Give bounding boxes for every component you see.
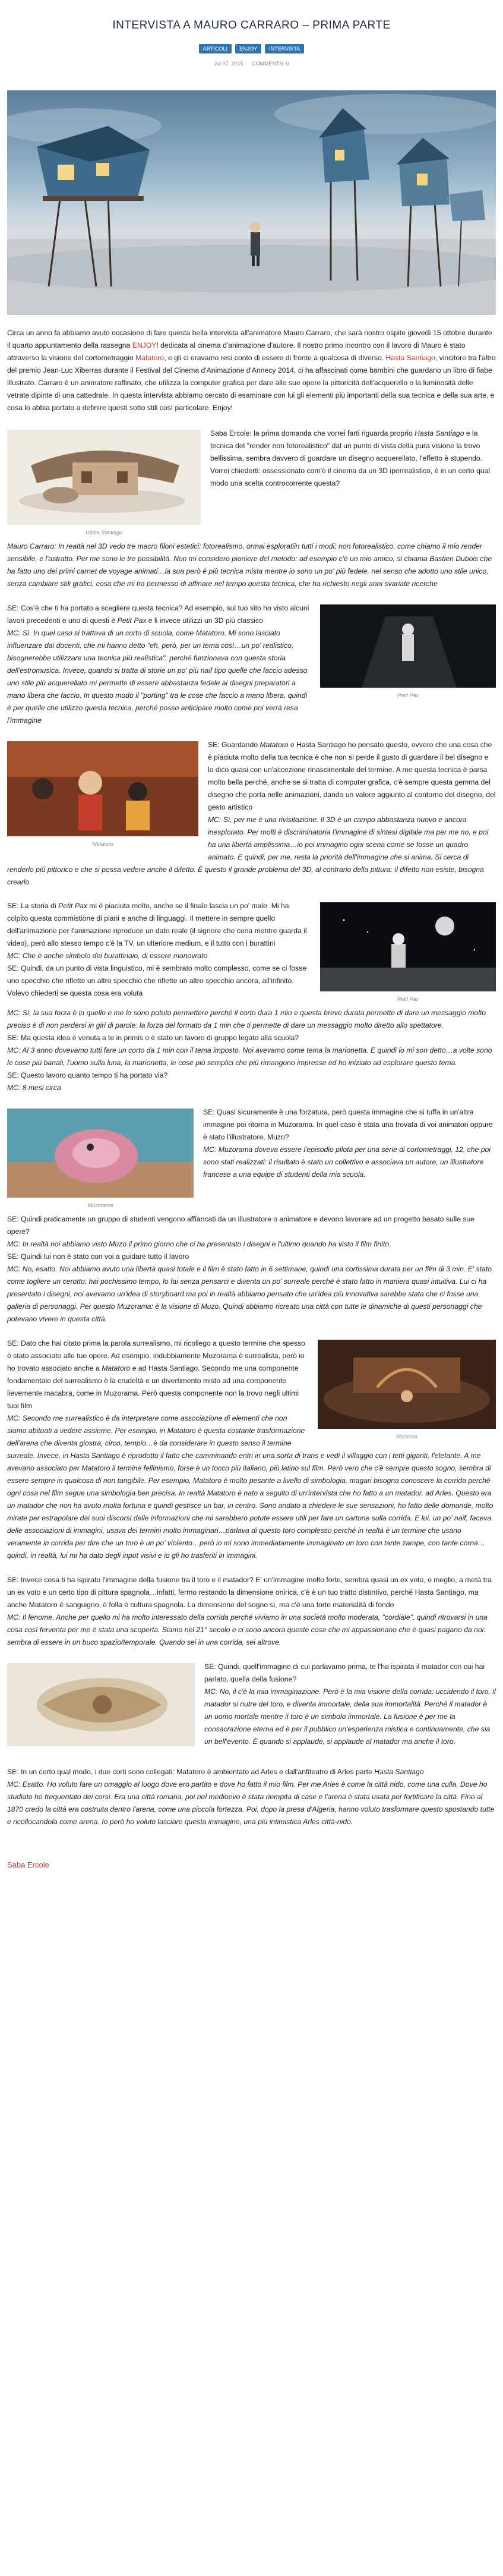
post-date: Jul 07, 2015 bbox=[214, 61, 243, 67]
tag-intervista[interactable]: INTERVISTA bbox=[265, 44, 304, 53]
answer: MC: Sì, per me è una rivisitazione. Il 3D è un campo abbastanza nuovo e ancora inesplorato. Per molti è discriminatoria l'immagine di sintesi digitale ma per me no, e poi ha una libertà amplissima…io poi immagino ogni scena come se fosse un quadro animato. E quindi, per me, resta la priorità dell'immagine che si anima. Si cerca di renderlo più pittorico e che si possa vedere anche il difetto. È questo il grande problema del 3D, al contrario della pittura: il difetto non esiste, bisogna crearlo. bbox=[7, 815, 489, 886]
figure-hasta-santiago bbox=[7, 430, 201, 536]
question: SE: Quindi lui non è stato con voi a guidare tutto il lavoro bbox=[7, 1252, 189, 1261]
author-link[interactable]: Saba Ercole bbox=[7, 1860, 49, 1869]
hasta-santiago-image bbox=[7, 430, 201, 525]
comments-count[interactable]: COMMENTS: 0 bbox=[252, 61, 289, 67]
answer: MC: Secondo me surrealistico è da interpretare come associazione di elementi che non siamo abituati a vedere assieme. Per esempio, in Matatoro è questa costante trasformazione dell'arena che diventa giostra, circo, tempio…è da considerare in questo senso il termine surreale. Invece, in Hasta Santiago è riprodotto il fatto che camminando entri in una sorta di trans e vedi il villaggio con i tetti giganti, l'elefante. A me avevano associato per Matatoro il termine fellinismo, forse è un tocco più italiano, più latino sul film. Però vero che c'è sempre questo sogno, sembra di essere sempre in qualcosa di non tangibile. Per esempio, Matatoro è molto pesante a livello di simbologia, magari bisogna conoscere la corrida perché ogni cosa nel film segue una simbologia ben precisa. In realtà Matatoro è nato a seguito di un'intervista che ho fatto a un matador, ad Arles. Questo era un matador che non ha avuto molta fortuna e quindi gestisce un bar, in centro. Sono andato a chiedere le sue sensazioni, ho fatto delle domande, molto mirate per estrapolare dai suoi discorsi delle informazioni che mi sarebbero potute essere utili per fare un cartone sulla corrida. E lui, un po' naif, faceva delle associazioni di immagini, usava dei termini molto immaginari…parlava di questo toro complesso perché in realtà è un termine che usano veramente in corrida per dire che un toro è un po' violento…però io mi sono immediatamente immaginato un toro con tante zampe, con tante corna…quindi, in realtà, lui mi ha dato degli input visivi e io gli ho trasferiti in immagini. bbox=[7, 1414, 493, 1560]
answer: MC: Sì, la sua forza è in quello e me lo sono potuto permettere perché il corto dura 1 min e questa breve durata permette di dare un messaggio molto preciso è di non perdersi in giri di parole: la forza del formato da 1 min che ti permette di dare un messaggio molto diretto allo spettatore. bbox=[7, 1009, 486, 1030]
question-text-2: e Hasta Santiago ho pensato questo, ovvero che una cosa che è piaciuta molto della tua tecnica è che non si perde il gusto di guardare il bel disegno e lo dico quasi con un'accezione rinascimentale del termine. A me questa tecnica è parsa molto bella perché, anche se si tratta di computer grafica, c'è sempre questa gemma del disegno che porta nelle animazioni, dando un valore aggiunto al contorno del disegno, del gesto artistico bbox=[208, 740, 496, 811]
question-text: SE: Cos'è che ti ha portato a scegliere questa tecnica? Ad esempio, sul tuo sito ho visto alcuni lavori precedenti e uno di questi è bbox=[7, 603, 309, 625]
intro-text-3: , e gli ci eravamo resi conto di essere di fronte a qualcosa di diverso. bbox=[164, 353, 386, 362]
answer: MC: 8 mesi circa bbox=[7, 1084, 61, 1092]
question-title-ref: Hasta Santiago bbox=[415, 429, 464, 437]
figure-matatoro-2 bbox=[318, 1340, 496, 1440]
figure-caption: Matatoro bbox=[92, 840, 113, 847]
question: SE: Questo lavoro quanto tempo ti ha portato via? bbox=[7, 1071, 168, 1080]
enjoy-link[interactable]: ENJOY bbox=[132, 341, 157, 349]
section-8 bbox=[7, 1661, 496, 1754]
question-title-ref: Hasta Santiago bbox=[374, 1767, 424, 1776]
question-text: SE: Dato che hai citato prima la parola surrealismo, mi ricollego a questo termine che spesso è stato associato alle tue opere. Ad esempio, indubbiamente Muzorama è surrealista, però io ho trovato associato anche a bbox=[7, 1339, 305, 1373]
question-title-ref: Matatoro bbox=[260, 740, 289, 749]
section-7 bbox=[7, 1574, 496, 1649]
question: SE: Quasi sicuramente è una forzatura, però questa immagine che si tuffa in un'altra immagine poi ritorna in Muzorama. In quel caso è stata una trovata di voi animatori oppure è stato l'illustratore, Muzo? bbox=[203, 1108, 493, 1142]
answer: MC: Il fenome. Anche per quello mi ha molto interessato della corrida perché viviamo in una società molto moderata, "cordiale", quindi ritrovarsi in una cosa così ferventa per me è stata una scoperta. Siamo nel 21° secolo e ci sono ancora queste cose che mi appassionano che è quasi pagano da noi: sembra di essere in un buco spazio/temporale. Quando sei in una corrida, sei altrove. bbox=[7, 1613, 488, 1646]
question-title-ref: Petit Pax bbox=[58, 902, 87, 911]
question-text-2: e ad Hasta Santiago. Secondo me una componente fondamentale del surrealismo è la crudeltà e un divertimento misto ad una componente lievemente macabra, come in Muzorama. Però questa componente non la trovo negli ultimi tuoi film bbox=[7, 1364, 299, 1410]
matatoro-link[interactable]: Matatoro bbox=[135, 353, 164, 362]
tag-articoli[interactable]: ARTICOLI bbox=[199, 44, 232, 53]
question-text-2: e li invece utilizzi un 3D più classico bbox=[146, 616, 263, 625]
figure-caption: Petit Pax bbox=[397, 996, 419, 1003]
answer: MC: Sì. In quel caso si trattava di un corto di scuola, come Matatoro. Mi sono lasciato influenzare dai docenti, che mi hanno detto "eh, però, per un tema così…un po' realistico, bisognerebbe utilizzare una tecnica più realistica", perché funzionava con questa storia dell'estromusica. Invece, quando si tratta di storie un po' più naif tipo quelle che faccio adesso, uno stile più acquerellato mi permette di essere abbastanza fedele ai disegni preparatori a mano libera che faccio. In questo modo il "porting" tra le cose che faccio a mano libera, quindi è per quelle che utilizzo questa tecnica, perché posso anticipare molto come poi verrà resa l'immagine bbox=[7, 628, 309, 725]
matatoro-image bbox=[7, 741, 198, 836]
question-title-ref: Matatoro bbox=[102, 1364, 131, 1373]
intro-text-4: , vincitore tra l'altro del premio Jean-Luc Xiberras durante il Festival del Cinema d'Animazione d'Annecy 2014, ci ha affascinati come bambini che guardano un libro di fiabe illustrato. Carraro è un animatore raffinato, che utilizza la computer grafica per dare alle sue opere la pittoricità dell'acquerello o la luminosità delle vetrate dipinte di una cattedrale. In questa intervista abbiamo cercato di esaminare con lui gli elementi più importanti della sua tecnica e della sua arte, e cosa lo abbia portato a definire questi sotto stili così particolare. Enjoy! bbox=[7, 353, 496, 412]
question: SE: Quindi, quell'immagine di cui parlavamo prima, te l'ha ispirata il matador con cui hai parlato, quella della fusione? bbox=[204, 1662, 485, 1683]
hasta-santiago-link[interactable]: Hasta Santiago bbox=[385, 353, 435, 362]
hero-illustration bbox=[7, 90, 496, 315]
fusion-image bbox=[7, 1663, 195, 1746]
section-3 bbox=[7, 739, 496, 889]
intro-text-1: Circa un anno fa abbiamo avuto occasione di fare questa bella intervista all'animatore Mauro Carraro, che sarà nostro ospite giovedì 15 ottobre durante il quarto appuntamento della rassegna bbox=[7, 329, 492, 349]
answer: MC: Al 3 anno dovevamo tutti fare un corto da 1 min con il tema imposto. Noi avevamo come tema la marionetta. E quindi io mi son detto…a volte sono le cose più banali, l'uomo sulla luna, la marionetta, le cose più semplici che più rimangono impresse ed ho iniziato ad esplorare questo tema. bbox=[7, 1046, 492, 1067]
figure-matatoro bbox=[7, 741, 198, 847]
section-2 bbox=[7, 602, 496, 727]
intro-paragraph bbox=[7, 327, 496, 414]
intro-text-2: ! dedicata al cinema d'animazione d'autore. Il nostro primo incontro con il lavoro di Mauro è stato attraverso la visione del cortometraggio bbox=[7, 341, 466, 362]
figure-petit-pax-2 bbox=[320, 902, 496, 1002]
answer: MC: Che è anche simbolo dei burattinaio, di essere manovrato bbox=[7, 952, 208, 961]
figure-caption: Hasta Santiago bbox=[86, 529, 122, 536]
answer: MC: No, il c'è la mia immaginazione. Però è la mia visione della corrida: uccidendo il toro, il matador si nutre del toro, e diventa immortale, della sua immortalità. Perché il matador è un uomo mortale mentre il toro è un simbolo immortale. La fusione è per me la consacrazione eterna ed è per il pubblico un'esperienza mistica e continuamente, che sia un bell'evento. È quando si applaude, si applaude al matador ma anche il toro. bbox=[204, 1687, 496, 1746]
section-1 bbox=[7, 427, 496, 590]
petit-pax-image bbox=[320, 604, 496, 688]
figure-caption: Matatoro bbox=[396, 1434, 417, 1440]
question: SE: Quindi praticamente un gruppo di studenti vengono affiancati da un illustratore o animatore e devono lavorare ad un progetto basato sulle sue opere? bbox=[7, 1215, 475, 1236]
question-text: SE: Guardando bbox=[208, 740, 260, 749]
section-6 bbox=[7, 1337, 496, 1562]
question bbox=[7, 1766, 496, 1778]
page-title: INTERVISTA A MAURO CARRARO – PRIMA PARTE bbox=[112, 19, 391, 32]
section-4 bbox=[7, 900, 496, 1094]
muzorama-image bbox=[7, 1109, 194, 1198]
question-title-ref: Petit Pax bbox=[117, 616, 147, 625]
answer: MC: No, esatto. Noi abbiamo avuto una libertà quasi totale e il film è stato fatto in 6 settimane, quindi una cortissima durata per un film di 3 min. E' stato come togliere un cerotto: hai pochissimo tempo, lo fai senza pensarci e diventa un po' surreale perché è stato fatto in maniera quasi intuitiva. Lui ci ha presentato i disegni, noi avevamo un'idea di storyboard ma poi in realtà abbiamo pensato che un'idea più innovativa sarebbe stata che ci fosse una galleria di personaggi. Per questo Muzorama: è la visione di Muzo. Quindi abbiamo ricreato una città con tutte le dinamiche di questi personaggi che potevano vivere in questa città. bbox=[7, 1265, 492, 1324]
answer: MC: Muzorama doveva essere l'episodio pilota per una serie di cortometraggi, 12, che poi sono stati realizzati: il risultato è stato un collettivo e associava un autore, un illustratore francese a una equipe di studenti della mia scuola. bbox=[203, 1145, 491, 1179]
petit-pax-moon-image bbox=[320, 902, 496, 991]
question: SE: Quindi, da un punto di vista linguistico, mi è sembrato molto complesso, come se ci fosse uno specchio che riflette un altro specchio che riflette un altro specchio ancora, all'infinito. Volevo chiederti se questa cosa era voluta bbox=[7, 964, 306, 998]
answer: MC: In realtà noi abbiamo visto Muzo il primo giorno che ci ha presentato i disegni e l'ultimo quando ha visto il film finito. bbox=[7, 1240, 391, 1249]
figure-caption: Petit Pax bbox=[397, 692, 419, 698]
figure-caption: Muzorama bbox=[87, 1202, 113, 1209]
figure-petit-pax bbox=[320, 604, 496, 698]
tag-enjoy[interactable]: ENJOY bbox=[235, 44, 261, 53]
question-text: SE: La storia di bbox=[7, 902, 59, 911]
question-text: SE: In un certo qual modo, i due corti sono collegati: Matatoro è ambientato ad Arles e dall'anfiteatro di Arles parte bbox=[7, 1767, 375, 1776]
section-9 bbox=[7, 1766, 496, 1828]
figure-fusion bbox=[7, 1663, 195, 1749]
tag-list bbox=[7, 44, 496, 53]
question-text-2: e la tecnica del "render non fotorealistico" dal un punto di vista della pura visione la trovo bellissima, sembra davvero di guardare un disegno acquerellato, l'effetto è stupendo. Vorrei chiederti: ossessionato com'è il cinema da un 3D iperrealistico, è in un certo qual modo una scelta controcorrente questa? bbox=[210, 429, 491, 487]
question-text: Saba Ercole: la prima domanda che vorrei farti riguarda proprio bbox=[210, 429, 415, 437]
matatoro-arena-image bbox=[318, 1340, 496, 1429]
section-5 bbox=[7, 1106, 496, 1325]
hero-image bbox=[7, 90, 496, 315]
answer: Mauro Carraro: In realtà nel 3D vedo tre macro filoni estetici: fotorealismo, ormai esploratiin tutti i modi; non fotorealistico, come chiamo il mio render sensibile, e l'astratto. Per me sono le tre possibilità. Non mi considero pioniere del metodo: ad esempio c'è un mio amico, si chiama Bastien Dubois che ha fatto uno dei primi carnet de voyage animati…la sua però è più tecnica mista mentre io sono un po' più fedele, nel senso che adotto uno stile unico, senza cambiare stili grafici, cosa che mi ha permesso di affinare nel tempo questa tecnica, che ha richiesto negli anni svariate ricerche bbox=[7, 541, 492, 588]
answer: MC: Esatto. Ho voluto fare un omaggio al luogo dove ero partito e dove ho fatto il mio film. Per me Arles è come la città nido, come una culla. Dove ho studiato ho frequentato dei corsi. Era una città romana, poi nel medioevo è stata riempita di case e l'arena è stata usata per fortificare la città. Fino al 1870 credo la città era costruita dentro l'arena, come una piccola fortezza. Poi, dopo la presa d'Algeria, hanno voluto trasformare questo spostando tutte e ricollocandola come arena. Io però ho voluto lasciare questa immagine, una più intimistica Arles città-nido. bbox=[7, 1780, 495, 1826]
question: SE: Invece cosa ti ha ispirato l'immagine della fusione tra il toro e il matador? E' un'immagine molto forte, sembra quasi un ex voto, o meglio, a metà tra un ex voto e un certo tipo di pittura spagnola…infatti, fermo restando la dimensione onirica, c'è è un tuo tratto distintivo, perché Hasta Santiago, ma anche Matatoro è sanguigno, è folla è cultura spagnola. La dimensione del sogno si, ma c'è una forte materialità di fondo bbox=[7, 1575, 492, 1609]
figure-muzorama bbox=[7, 1109, 194, 1208]
question-text-2: mi è piaciuta molto, anche se il finale lascia un po' male. Mi ha colpito questa commistione di piani e anche di linguaggi. Il mettere in sempre quello dell'animazione per l'animazione riproduce un dato reale (il signore che cena mentre guarda il video), però allo stesso tempo c'è la TV, un ulteriore medium, e il tutto con i burattini bbox=[7, 902, 307, 948]
question: SE: Ma questa idea è venuta a te in primis o è stato un lavoro di gruppo legato alla scuola? bbox=[7, 1034, 299, 1043]
post-meta bbox=[7, 61, 496, 67]
